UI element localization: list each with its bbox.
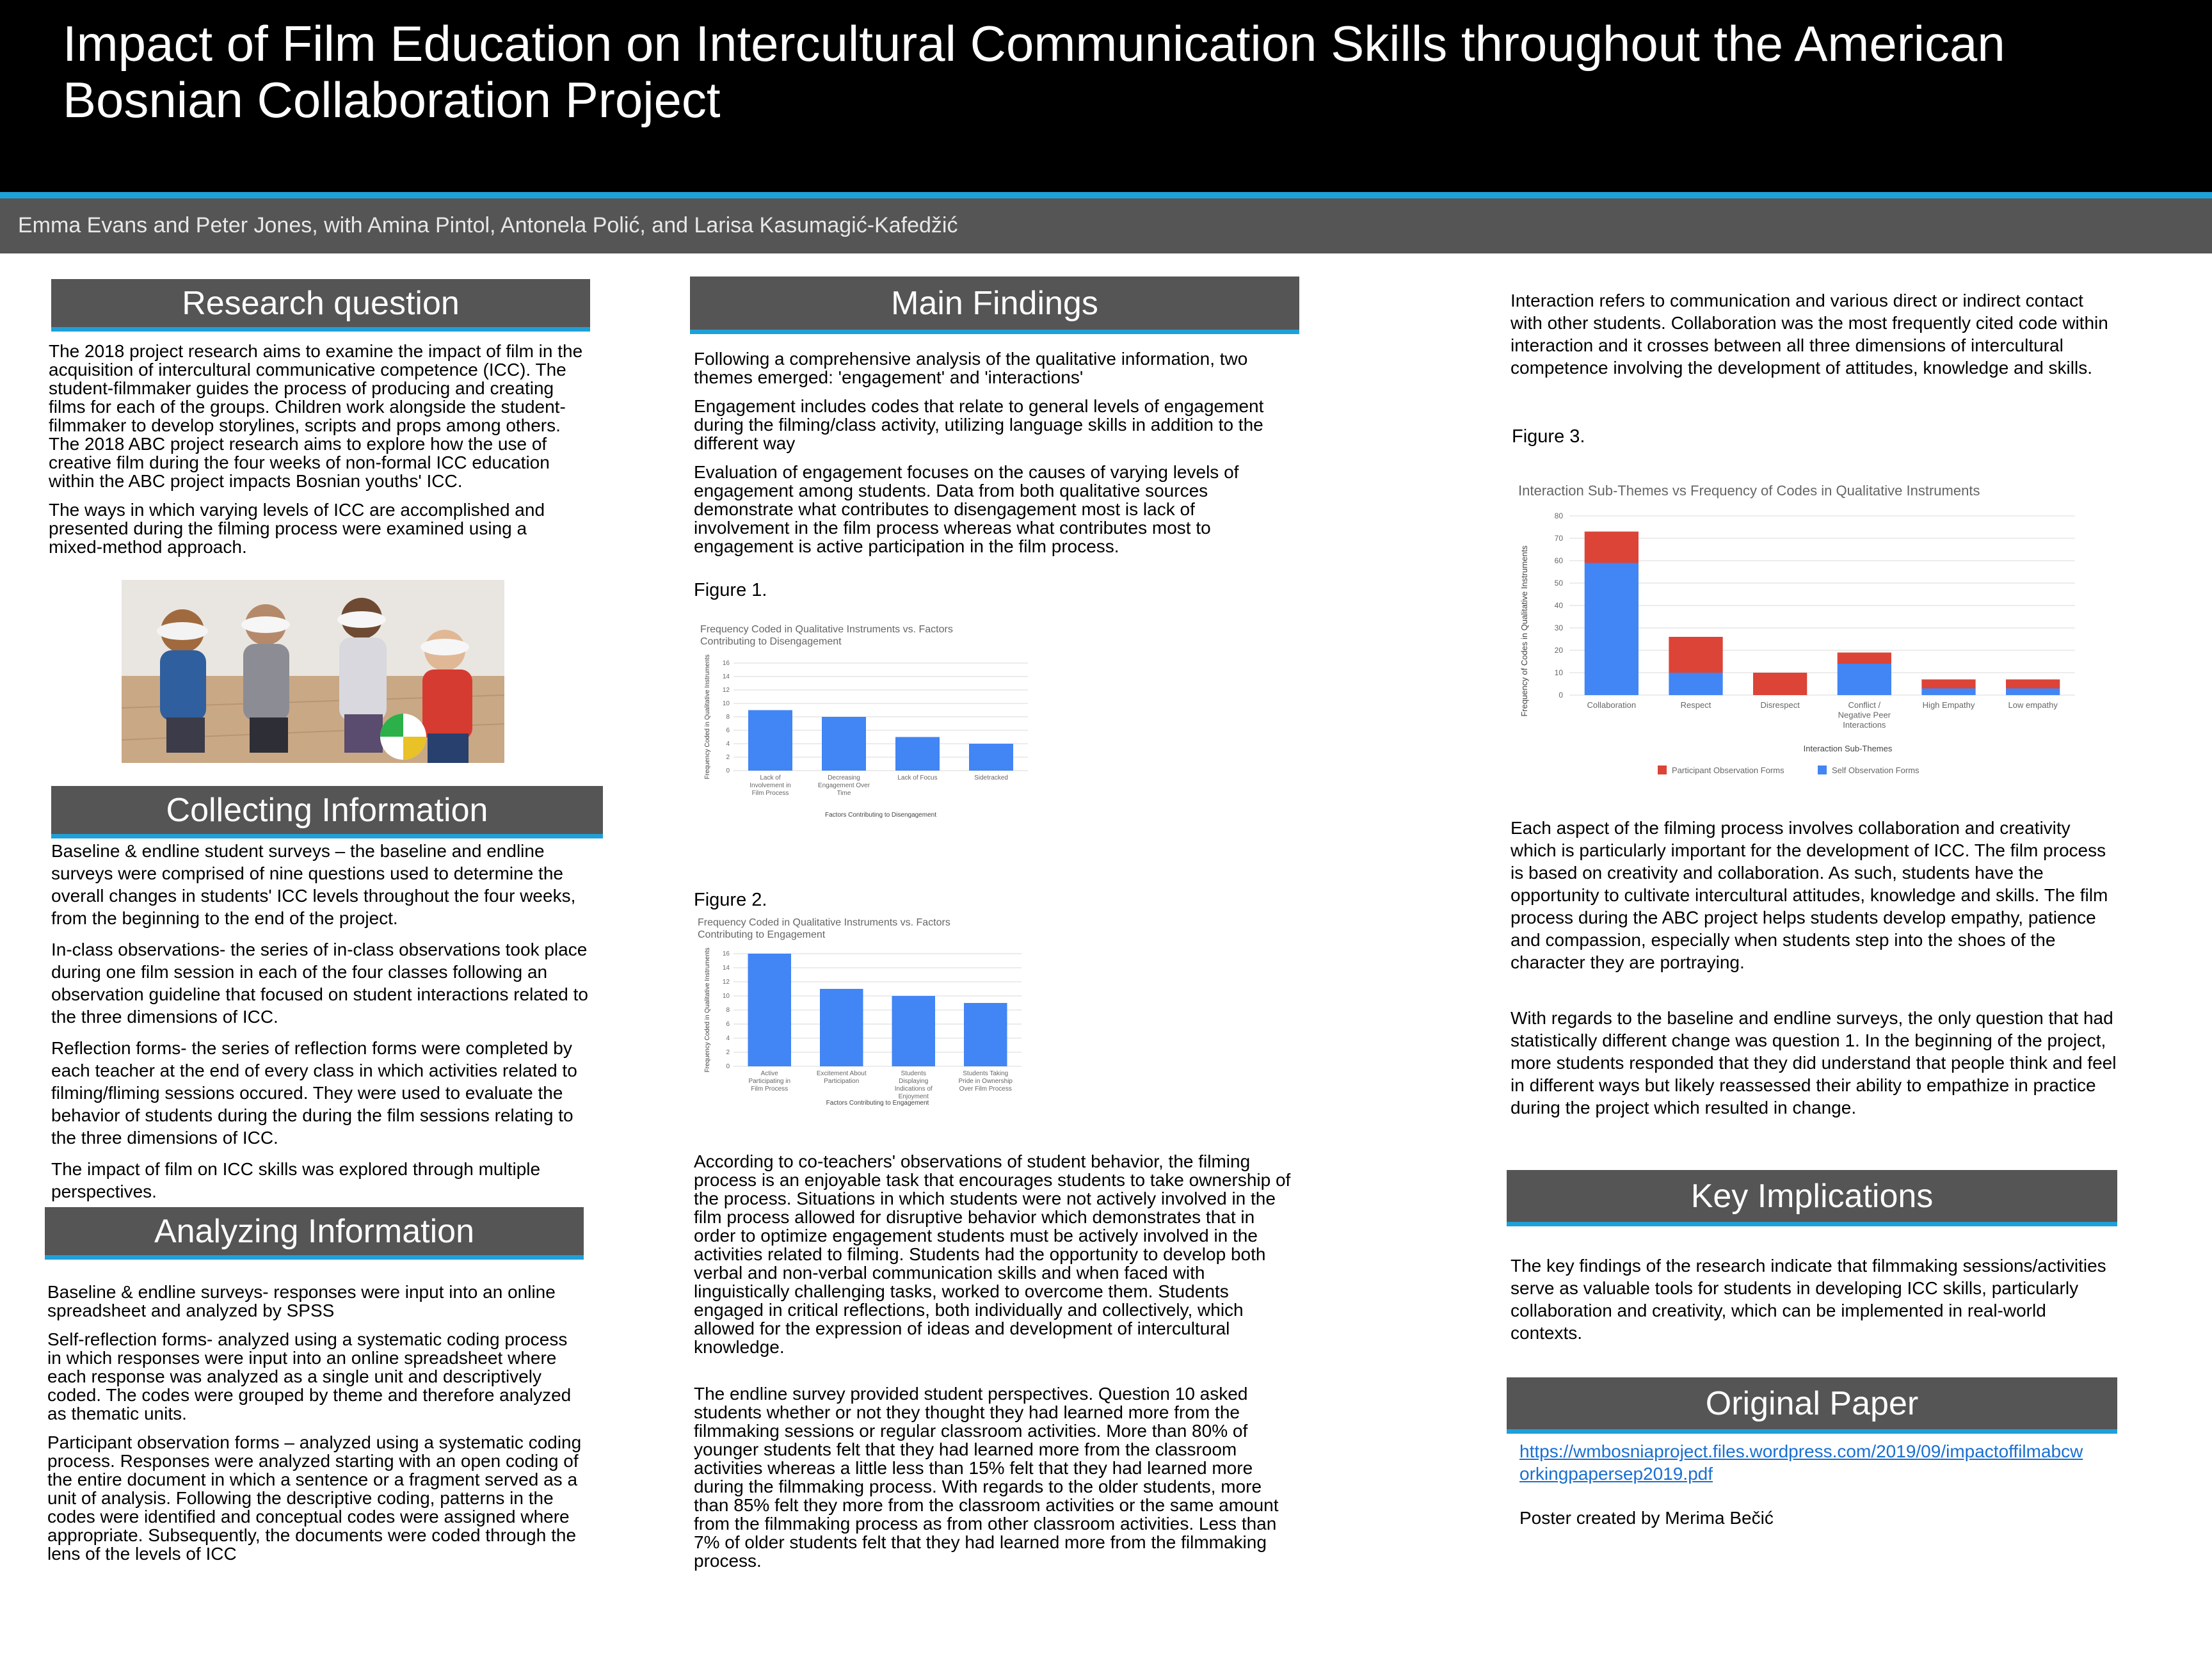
chart-2-title: Frequency Coded in Qualitative Instruments vs. Factors Contributing to Engagement xyxy=(698,917,950,941)
chart-2-xtick: Excitement About Participation xyxy=(816,1070,867,1085)
chart-1-ytick: 14 xyxy=(722,673,730,680)
chart-3-ytick: 30 xyxy=(1554,623,1563,632)
header-accent-rule xyxy=(0,192,2212,198)
chart-3-legend-swatch-self xyxy=(1818,765,1827,774)
creativity-paragraph: Each aspect of the filming process involves collaboration and creativity which is particularly important for the development of ICC. The film process is based on creativity and collaboration. As such, students have the opportunity to cultivate intercultural attitudes, knowledge and skills. The film process during the ABC project helps students develop empathy, patience and compassion, especially when students step into the shoes of the character they are portraying. xyxy=(1511,818,2108,972)
interaction-paragraph: Interaction refers to communication and various direct or indirect contact with other students. Collaboration was the most frequently cited code within interaction and it crosses between all three dimensions of intercultural competence involving the development of attitudes, knowledge and skills. xyxy=(1511,291,2108,378)
chart-2-ytick: 8 xyxy=(726,1007,730,1014)
figure-1-chart xyxy=(695,614,1034,826)
chart-3-ylabel: Frequency of Codes in Qualitative Instruments xyxy=(1519,545,1529,717)
chart-1-ytick: 10 xyxy=(722,700,730,707)
research-paragraph-2: The ways in which varying levels of ICC are accomplished and presented during the filming process were examined using a mixed-method approach. xyxy=(49,500,545,557)
findings-paragraph-5: The endline survey provided student perspectives. Question 10 asked students whether or not they thought they had learned more from the filmmaking sessions or regular classroom activities. More than 80% of younger students felt that they had learned more from the classroom activities whereas a little less than 15% felt that they had learned more during the filmmaking process. With regards to the older students, more than 85% felt they more from the classroom activities or the same amount from the filmmaking process as from other classroom activities. Less than 7% of older students felt that they had learned more from the filmmaking process. xyxy=(694,1384,1279,1571)
chart-3-bar-participant xyxy=(2006,680,2060,689)
collecting-paragraph-1: Baseline & endline student surveys – the baseline and endline surveys were comprised of nine questions used to determine the overall changes in students' ICC levels throughout the four weeks, from the beginning to the end of the project. xyxy=(51,841,576,928)
findings-lower-text xyxy=(694,1152,1293,1580)
figure-2-chart xyxy=(695,914,1028,1112)
chart-3-ytick: 20 xyxy=(1554,646,1563,655)
figure-1-label: Figure 1. xyxy=(694,580,767,600)
chart-2-bar xyxy=(748,954,792,1066)
chart-3-bar-self xyxy=(1585,563,1639,696)
chart-1-xtick: Sidetracked xyxy=(974,774,1008,781)
findings-paragraph-2: Engagement includes codes that relate to general levels of engagement during the filming/class activity, utilizing language skills in addition to the different way xyxy=(694,396,1264,453)
chart-3-bar-participant xyxy=(1921,680,1975,689)
chart-3-xtick: Low empathy xyxy=(2008,700,2058,710)
chart-3-bar-self xyxy=(2006,689,2060,696)
chart-2-ytick: 10 xyxy=(722,993,730,1000)
collecting-paragraph-3: Reflection forms- the series of reflection forms were completed by each teacher at the end of every class in which activities related to filming/fliming sessions occured. They were used to evaluate the behavior of students during the during the film sessions relating to the three dimensions of ICC. xyxy=(51,1038,577,1148)
main-findings-heading: Main Findings xyxy=(690,276,1299,334)
figure-3-label: Figure 3. xyxy=(1512,426,1585,447)
research-question-heading: Research question xyxy=(51,279,590,332)
original-paper-text xyxy=(1519,1440,2115,1529)
chart-2-ytick: 6 xyxy=(726,1021,730,1028)
chart-3-ytick: 0 xyxy=(1559,691,1563,700)
chart-3-xtick: Collaboration xyxy=(1587,700,1637,710)
chart-3-xlabel: Interaction Sub-Themes xyxy=(1803,744,1893,753)
chart-2-bar xyxy=(964,1003,1007,1066)
chart-1-bar xyxy=(748,710,792,771)
title-band xyxy=(0,0,2212,192)
figure-2-svg xyxy=(695,914,1028,1112)
research-question-text xyxy=(49,342,584,566)
chart-3-ytick: 80 xyxy=(1554,511,1563,520)
chart-2-ytick: 2 xyxy=(726,1049,730,1056)
chart-3-xtick: Conflict / Negative Peer Interactions xyxy=(1838,700,1891,730)
original-paper-link-line-2[interactable]: orkingpapersep2019.pdf xyxy=(1519,1464,1713,1484)
chart-2-bar xyxy=(820,989,863,1066)
findings-paragraph-4: According to co-teachers' observations of student behavior, the filming process is an enjoyable task that encourages students to take ownership of the process. Situations in which students were not actively involved in the film process allowed for disruptive behavior which demonstrates that in order to optimize engagement students must be actively involved in the activities related to filming. Students had the opportunity to develop both verbal and non-verbal communication skills and when faced with linguistically challenging tasks, worked to overcome them. Students engaged in critical reflections, both individually and collectively, which allowed for the expression of ideas and development of intercultural knowledge. xyxy=(694,1151,1291,1357)
collecting-paragraph-2: In-class observations- the series of in-class observations took place during one film session in each of the four classes following an observation guideline that focused on student interactions related to the three dimensions of ICC. xyxy=(51,940,589,1027)
chart-3-xtick: Disrespect xyxy=(1760,700,1800,710)
chart-1-xtick: Lack of Involvement in Film Process xyxy=(749,774,791,797)
chart-2-xtick: Students Displaying Indications of Enjoyment xyxy=(894,1070,933,1100)
research-paragraph-1: The 2018 project research aims to examine the impact of film in the acquisition of intercultural communicative competence (ICC). The student-filmmaker guides the process of producing and creating films for each of the groups. Children work alongside the student-filmmaker to develop storylines, scripts and props among others. The 2018 ABC project research aims to explore how the use of creative film during the four weeks of non-formal ICC education within the ABC project impacts Bosnian youths' ICC. xyxy=(49,341,583,491)
children-photo xyxy=(122,580,504,763)
chart-1-xtick: Decreasing Engagement Over Time xyxy=(817,774,870,797)
interaction-text xyxy=(1511,289,2112,388)
original-paper-link[interactable] xyxy=(1519,1440,2115,1485)
chart-1-bar xyxy=(969,744,1013,771)
right-column-text xyxy=(1511,817,2119,1128)
authors: Emma Evans and Peter Jones, with Amina Pintol, Antonela Polić, and Larisa Kasumagić-Kafedžić xyxy=(18,213,958,237)
poster-credit: Poster created by Merima Bečić xyxy=(1519,1508,1774,1528)
original-paper-link-line-1[interactable]: https://wmbosniaproject.files.wordpress.com/2019/09/impactoffilmabcw xyxy=(1519,1441,2083,1461)
analyzing-information-text xyxy=(47,1283,582,1573)
chart-1-xtick: Lack of Focus xyxy=(897,774,938,781)
findings-paragraph-3: Evaluation of engagement focuses on the causes of varying levels of engagement among students. Data from both qualitative sources demonstrate what contributes to disengagement most is lack of involvement in the film process whereas what contributes most to engagement is active participation in the film process. xyxy=(694,462,1239,556)
chart-3-bar-participant xyxy=(1585,532,1639,563)
chart-3-ytick: 60 xyxy=(1554,556,1563,565)
chart-3-bar-participant xyxy=(1669,637,1722,673)
collecting-paragraph-4: The impact of film on ICC skills was explored through multiple perspectives. xyxy=(51,1159,541,1201)
poster-title: Impact of Film Education on Intercultural Communication Skills throughout the American Bosnian Collaboration Project xyxy=(63,15,2005,128)
chart-1-ylabel: Frequency Coded in Qualitative Instruments xyxy=(704,654,711,780)
chart-3-bar-participant xyxy=(1753,673,1807,695)
figure-3-svg xyxy=(1512,479,2075,780)
surveys-paragraph: With regards to the baseline and endline surveys, the only question that had statistically different change was question 1. In the beginning of the project, more students responded that they did understand that people think and feel in different ways but likely reassessed their ability to empathize in practice during the project which resulted in change. xyxy=(1511,1008,2117,1118)
chart-2-ytick: 12 xyxy=(722,979,730,986)
chart-2-bar xyxy=(892,996,936,1066)
chart-2-ytick: 0 xyxy=(726,1063,730,1070)
chart-2-ytick: 4 xyxy=(726,1035,730,1042)
chart-1-bar xyxy=(895,737,940,771)
chart-3-bar-participant xyxy=(1838,653,1891,664)
analyzing-paragraph-2: Self-reflection forms- analyzed using a systematic coding process in which responses were input into an online spreadsheet where each response was analyzed as a single unit and descriptively coded. The codes were grouped by theme and therefore analyzed as thematic units. xyxy=(47,1329,572,1423)
chart-3-title: Interaction Sub-Themes vs Frequency of Codes in Qualitative Instruments xyxy=(1518,483,1980,499)
chart-2-xtick: Students Taking Pride in Ownership Over Film Process xyxy=(958,1070,1013,1093)
collecting-information-text xyxy=(51,840,603,1212)
chart-2-ylabel: Frequency Coded in Qualitative Instruments xyxy=(704,947,711,1073)
chart-1-ytick: 6 xyxy=(726,727,730,734)
chart-3-xtick: High Empathy xyxy=(1922,700,1975,710)
chart-2-xtick: Active Participating in Film Process xyxy=(748,1070,791,1093)
findings-paragraph-1: Following a comprehensive analysis of the qualitative information, two themes emerged: 'engagement' and 'interactions' xyxy=(694,349,1248,387)
chart-3-legend-participant: Participant Observation Forms xyxy=(1672,765,1784,775)
analyzing-information-heading: Analyzing Information xyxy=(45,1207,584,1260)
figure-2-label: Figure 2. xyxy=(694,890,767,910)
author-band xyxy=(0,198,2212,253)
chart-1-ytick: 2 xyxy=(726,754,730,761)
main-findings-text xyxy=(694,349,1289,566)
chart-3-ytick: 50 xyxy=(1554,579,1563,588)
chart-1-ytick: 4 xyxy=(726,741,730,748)
analyzing-paragraph-3: Participant observation forms – analyzed using a systematic coding process. Responses were analyzed starting with an open coding of the entire document in which a sentence or a fragment served as a unit of analysis. Following the descriptive coding, patterns in the codes were identified and conceptual codes were assigned where appropriate. Subsequently, the documents were coded through the lens of the levels of ICC xyxy=(47,1432,582,1564)
chart-1-bar xyxy=(822,717,866,771)
chart-1-ytick: 16 xyxy=(722,660,730,667)
chart-3-bar-self xyxy=(1838,664,1891,695)
key-implications-text xyxy=(1511,1254,2112,1353)
chart-3-bar-self xyxy=(1669,673,1722,695)
collecting-information-heading: Collecting Information xyxy=(51,786,603,838)
chart-3-ytick: 40 xyxy=(1554,601,1563,610)
chart-2-ytick: 16 xyxy=(722,950,730,958)
key-implications-heading: Key Implications xyxy=(1507,1170,2117,1226)
chart-2-xlabel: Factors Contributing to Engagement xyxy=(826,1100,929,1107)
chart-3-xtick: Respect xyxy=(1680,700,1711,710)
chart-3-bar-self xyxy=(1921,689,1975,696)
implications-paragraph: The key findings of the research indicate that filmmaking sessions/activities serve as valuable tools for students in developing ICC skills, particularly collaboration and creativity, which can be implemented in real-world contexts. xyxy=(1511,1256,2106,1343)
original-paper-heading: Original Paper xyxy=(1507,1377,2117,1434)
analyzing-paragraph-1: Baseline & endline surveys- responses were input into an online spreadsheet and analyzed by SPSS xyxy=(47,1282,556,1320)
chart-1-title: Frequency Coded in Qualitative Instruments vs. Factors Contributing to Disengagement xyxy=(700,624,953,648)
chart-1-ytick: 8 xyxy=(726,714,730,721)
chart-2-ytick: 14 xyxy=(722,965,730,972)
chart-3-legend-self: Self Observation Forms xyxy=(1832,765,1919,775)
chart-3-ytick: 10 xyxy=(1554,668,1563,677)
chart-3-ytick: 70 xyxy=(1554,534,1563,543)
chart-1-ytick: 12 xyxy=(722,687,730,694)
chart-3-legend-swatch-participant xyxy=(1658,765,1667,774)
chart-1-ytick: 0 xyxy=(726,767,730,774)
figure-3-chart xyxy=(1512,479,2075,780)
chart-1-xlabel: Factors Contributing to Disengagement xyxy=(825,812,936,819)
figure-1-svg xyxy=(695,614,1034,826)
